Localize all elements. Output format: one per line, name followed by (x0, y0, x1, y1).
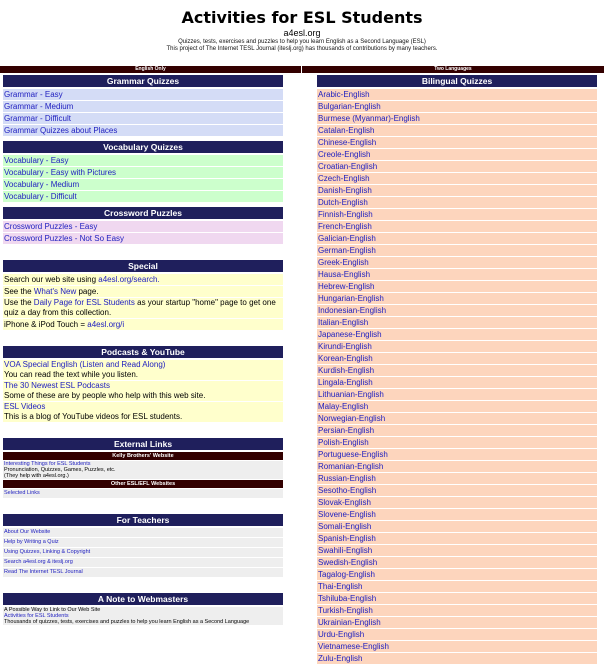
crossword-section (3, 207, 283, 244)
site-name: a4esl.org (283, 28, 321, 38)
external-links-section (3, 438, 283, 498)
podcasts-link[interactable]: The 30 Newest ESL Podcasts (4, 381, 110, 390)
bilingual-link[interactable]: Dutch-English (318, 198, 368, 207)
podcasts-section (3, 346, 283, 422)
bilingual-link[interactable]: Lingala-English (318, 378, 373, 387)
bilingual-row (317, 653, 597, 664)
voa-link[interactable]: VOA Special English (Listen and Read Along) (4, 360, 166, 369)
bilingual-link[interactable]: Greek-English (318, 258, 369, 267)
bilingual-row (317, 173, 597, 184)
bilingual-row (317, 281, 597, 292)
bilingual-row (317, 353, 597, 364)
bilingual-row (317, 377, 597, 388)
section-title: Special (3, 260, 283, 272)
bilingual-link[interactable]: Croatian-English (318, 162, 378, 171)
whats-new-link[interactable]: What's New (33, 287, 77, 296)
vocabulary-link[interactable]: Vocabulary - Medium (4, 180, 80, 189)
bilingual-row (317, 389, 597, 400)
english-only-bar: English Only (0, 66, 301, 73)
bilingual-link[interactable]: Lithuanian-English (318, 390, 384, 399)
bilingual-row (317, 497, 597, 508)
bilingual-link[interactable]: Russian-English (318, 474, 376, 483)
bilingual-link[interactable]: Kirundi-English (318, 342, 372, 351)
bilingual-row (317, 401, 597, 412)
bilingual-row (317, 137, 597, 148)
bilingual-row (317, 461, 597, 472)
bilingual-link[interactable]: Creole-English (318, 150, 371, 159)
daily-text: Use the (4, 298, 34, 307)
desc: Thousands of quizzes, tests, exercises and puzzles to help you learn English as a Second Language (4, 619, 250, 625)
crossword-link[interactable]: Crossword Puzzles - Easy (4, 222, 98, 231)
bilingual-row (317, 245, 597, 256)
bilingual-row (317, 629, 597, 640)
bilingual-link[interactable]: Czech-English (318, 174, 370, 183)
bilingual-link[interactable]: Korean-English (318, 354, 373, 363)
vocabulary-section (3, 141, 283, 202)
search-link[interactable]: a4esl.org/search. (98, 275, 160, 284)
desc: A Possible Way to Link to Our Web Site (4, 607, 101, 613)
bilingual-link[interactable]: Chinese-English (318, 138, 377, 147)
daily-page-link[interactable]: Daily Page for ESL Students (33, 298, 135, 307)
bilingual-link[interactable]: Malay-English (318, 402, 369, 411)
teacher-link[interactable]: Search a4esl.org & iteslj.org (4, 559, 73, 565)
section-title: Podcasts & YouTube (3, 346, 283, 358)
two-languages-bar: Two Languages (302, 66, 604, 73)
bilingual-row (317, 437, 597, 448)
bilingual-row (317, 413, 597, 424)
bilingual-link[interactable]: Indonesian-English (318, 306, 387, 315)
bilingual-row (317, 113, 597, 124)
bilingual-row (317, 569, 597, 580)
grammar-link[interactable]: Grammar - Medium (4, 102, 74, 111)
bilingual-link[interactable]: Turkish-English (318, 606, 373, 615)
page-title: Activities for ESL Students (181, 8, 423, 27)
bilingual-row (317, 365, 597, 376)
bilingual-row (317, 581, 597, 592)
bilingual-row (317, 185, 597, 196)
bilingual-row (317, 209, 597, 220)
bilingual-row (317, 125, 597, 136)
vocabulary-link[interactable]: Vocabulary - Easy (4, 156, 69, 165)
bilingual-row (317, 197, 597, 208)
bilingual-link[interactable]: Romanian-English (318, 462, 384, 471)
bilingual-link[interactable]: Hungarian-English (318, 294, 384, 303)
bilingual-row (317, 545, 597, 556)
bilingual-link[interactable]: Kurdish-English (318, 366, 375, 375)
grammar-link[interactable]: Grammar Quizzes about Places (4, 126, 118, 135)
grammar-link[interactable]: Grammar - Difficult (4, 114, 71, 123)
bilingual-row (317, 257, 597, 268)
section-title: Grammar Quizzes (3, 75, 283, 87)
bilingual-row (317, 305, 597, 316)
tagline: Quizzes, tests, exercises and puzzles to help you learn English as a Second Language (ESL) (178, 39, 426, 45)
bilingual-link[interactable]: Persian-English (318, 426, 375, 435)
bilingual-link[interactable]: French-English (318, 222, 372, 231)
selected-links-link[interactable]: Selected Links (4, 490, 40, 496)
teacher-link[interactable]: Help by Writing a Quiz (4, 539, 59, 545)
subheader: Other ESL/EFL Websites (3, 480, 283, 488)
bilingual-row (317, 449, 597, 460)
podcast-desc: Some of these are by people who help with this web site. (4, 391, 206, 400)
left-column (3, 75, 283, 630)
bilingual-row (317, 521, 597, 532)
bilingual-link[interactable]: Somali-English (318, 522, 372, 531)
activities-link[interactable]: Activities for ESL Students (4, 613, 69, 619)
bilingual-row (317, 557, 597, 568)
bilingual-link[interactable]: Tshiluba-English (318, 594, 377, 603)
bilingual-row (317, 485, 597, 496)
teacher-link[interactable]: About Our Website (4, 529, 51, 535)
special-section (3, 260, 283, 330)
section-title: External Links (3, 438, 283, 450)
bilingual-row (317, 233, 597, 244)
bilingual-row (317, 509, 597, 520)
webmasters-section (3, 593, 283, 625)
podcast-desc: You can read the text while you listen. (4, 370, 139, 379)
bilingual-row (317, 221, 597, 232)
bilingual-link[interactable]: Slovene-English (318, 510, 376, 519)
teacher-link[interactable]: Read The Internet TESL Journal (4, 569, 83, 575)
bilingual-row (317, 641, 597, 652)
bilingual-link[interactable]: Danish-English (318, 186, 372, 195)
bilingual-row (317, 89, 597, 100)
bilingual-row (317, 101, 597, 112)
bilingual-row (317, 149, 597, 160)
whats-new-text: page. (76, 287, 99, 296)
bilingual-link[interactable]: Hausa-English (318, 270, 371, 279)
grammar-section (3, 75, 283, 136)
iphone-link[interactable]: a4esl.org/i (87, 320, 125, 329)
section-title: A Note to Webmasters (3, 593, 283, 605)
bilingual-row (317, 269, 597, 280)
bilingual-link[interactable]: Norwegian-English (318, 414, 386, 423)
bilingual-link[interactable]: Ukrainian-English (318, 618, 381, 627)
right-column (317, 75, 597, 665)
whats-new-text: See the (4, 287, 34, 296)
vocabulary-link[interactable]: Vocabulary - Difficult (4, 192, 77, 201)
bilingual-link[interactable]: Swahili-English (318, 546, 373, 555)
bilingual-row (317, 533, 597, 544)
bilingual-row (317, 593, 597, 604)
bilingual-link[interactable]: Vietnamese-English (318, 642, 390, 651)
bilingual-link[interactable]: Finnish-English (318, 210, 373, 219)
section-title: Crossword Puzzles (3, 207, 283, 219)
bilingual-row (317, 425, 597, 436)
page-header (0, 0, 604, 53)
bilingual-link[interactable]: Swedish-English (318, 558, 378, 567)
bilingual-link[interactable]: Galician-English (318, 234, 376, 243)
bilingual-link[interactable]: Hebrew-English (318, 282, 375, 291)
daily-text: as your startup "home" page to get one quiz a day from this collection. (4, 298, 276, 317)
bilingual-link[interactable]: Catalan-English (318, 126, 375, 135)
podcast-desc: This is a blog of YouTube videos for ESL students. (4, 412, 183, 421)
desc: (They help with a4esl.org.) (4, 473, 69, 479)
esl-videos-link[interactable]: ESL Videos (4, 402, 46, 411)
bilingual-row (317, 341, 597, 352)
bilingual-link[interactable]: Sesotho-English (318, 486, 377, 495)
bilingual-link[interactable]: Thai-English (318, 582, 363, 591)
crossword-link[interactable]: Crossword Puzzles - Not So Easy (4, 234, 125, 243)
subheader: Kelly Brothers' Website (3, 452, 283, 460)
desc: Pronunciation, Quizzes, Games, Puzzles, etc. (4, 467, 116, 473)
bilingual-link[interactable]: Spanish-English (318, 534, 376, 543)
section-title: For Teachers (3, 514, 283, 526)
bilingual-row (317, 317, 597, 328)
search-text: Search our web site using (4, 275, 99, 284)
bilingual-row (317, 161, 597, 172)
grammar-link[interactable]: Grammar - Easy (4, 90, 63, 99)
bilingual-row (317, 329, 597, 340)
bilingual-link[interactable]: Burmese (Myanmar)-English (318, 114, 420, 123)
iphone-text: iPhone & iPod Touch = (4, 320, 88, 329)
bilingual-link[interactable]: Bulgarian-English (318, 102, 381, 111)
bilingual-link[interactable]: Polish-English (318, 438, 369, 447)
project-note: This project of The Internet TESL Journal (iteslj.org) has thousands of contributions by many teachers. (166, 46, 438, 52)
bilingual-row (317, 617, 597, 628)
bilingual-link[interactable]: Urdu-English (318, 630, 365, 639)
bilingual-link[interactable]: Slovak-English (318, 498, 371, 507)
interesting-things-link[interactable]: Interesting Things for ESL Students (4, 461, 91, 467)
bilingual-link[interactable]: Zulu-English (318, 654, 363, 663)
section-title: Bilingual Quizzes (317, 75, 597, 87)
bilingual-link[interactable]: Italian-English (318, 318, 369, 327)
teacher-link[interactable]: Using Quizzes, Linking & Copyright (4, 549, 91, 555)
bilingual-row (317, 605, 597, 616)
bilingual-link[interactable]: Arabic-English (318, 90, 370, 99)
bilingual-link[interactable]: German-English (318, 246, 376, 255)
bilingual-link[interactable]: Tagalog-English (318, 570, 375, 579)
teachers-section (3, 514, 283, 577)
bilingual-row (317, 293, 597, 304)
section-title: Vocabulary Quizzes (3, 141, 283, 153)
bilingual-row (317, 473, 597, 484)
vocabulary-link[interactable]: Vocabulary - Easy with Pictures (4, 168, 117, 177)
bilingual-link[interactable]: Japanese-English (318, 330, 382, 339)
bilingual-link[interactable]: Portuguese-English (318, 450, 388, 459)
